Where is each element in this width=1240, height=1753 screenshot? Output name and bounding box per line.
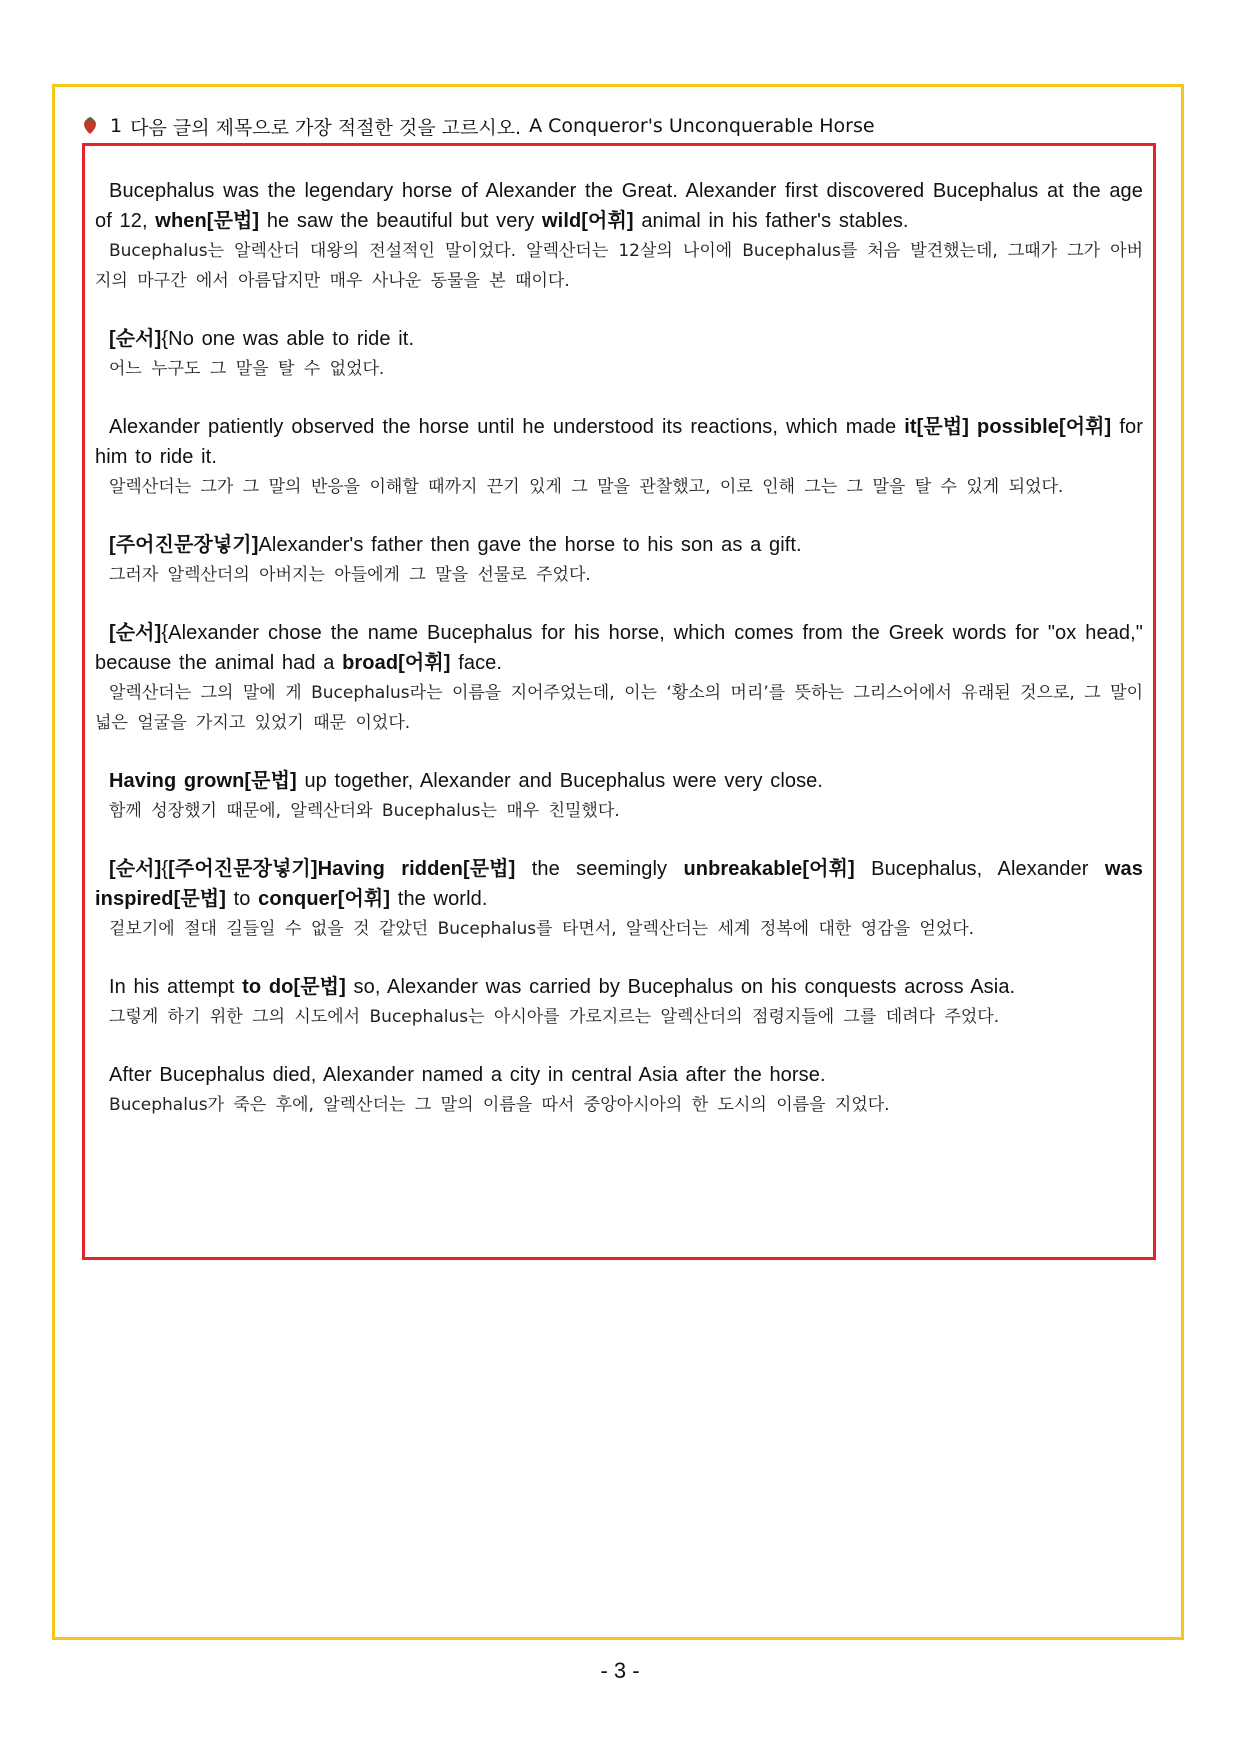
korean-translation: 그렇게 하기 위한 그의 시도에서 Bucephalus는 아시아를 가로지르는 알렉산더의 점령지들에 그를 데려다 주었다.	[109, 1007, 1000, 1027]
sentence-text: Alexander patiently observed the horse until he understood its reactions, which made	[109, 416, 905, 438]
question-header	[82, 110, 875, 142]
grammar-vocab-tag: it[문법] possible[어휘]	[904, 416, 1112, 438]
grammar-vocab-tag: [순서]	[109, 328, 162, 350]
sentence-text: the seemingly	[515, 858, 684, 880]
korean-translation: 알렉산더는 그가 그 말의 반응을 이해할 때까지 끈기 있게 그 말을 관찰했고, 이로 인해 그는 그 말을 탈 수 있게 되었다.	[109, 477, 1064, 497]
korean-translation: Bucephalus가 죽은 후에, 알렉산더는 그 말의 이름을 따서 중앙아시아의 한 도시의 이름을 지었다.	[109, 1095, 890, 1115]
answer-title: A Conqueror's Unconquerable Horse	[529, 115, 875, 137]
sentence-text: After Bucephalus died, Alexander named a city in central Asia after the horse.	[109, 1064, 826, 1086]
english-sentence	[95, 530, 1143, 560]
sentence-text: to	[225, 888, 259, 910]
passage-block	[95, 972, 1143, 1032]
passage-block	[95, 854, 1143, 944]
strawberry-bullet-icon	[82, 117, 98, 135]
english-sentence	[95, 972, 1143, 1002]
english-sentence	[95, 176, 1143, 236]
sentence-text: Bucephalus, Alexander	[854, 858, 1105, 880]
sentence-text: he saw the beautiful but very	[259, 210, 542, 232]
grammar-vocab-tag: [주어진문장넣기]Having ridden[문법]	[168, 858, 516, 880]
sentence-text: animal in his father's stables.	[633, 210, 909, 232]
sentence-text: up together, Alexander and Bucephalus were very close.	[296, 770, 824, 792]
korean-translation: 함께 성장했기 때문에, 알렉산더와 Bucephalus는 매우 친밀했다.	[109, 801, 620, 821]
page-number: - 3 -	[600, 1658, 640, 1683]
grammar-vocab-tag: [주어진문장넣기]	[109, 534, 259, 556]
sentence-text: Alexander's father then gave the horse to his son as a gift.	[258, 534, 802, 556]
sentence-text: for him to ride it.	[95, 416, 1143, 468]
english-sentence	[95, 324, 1143, 354]
english-sentence	[95, 854, 1143, 914]
sentence-text: Bucephalus was the legendary horse of Alexander the Great. Alexander first discovered Bucephalus at the age of 12,	[95, 180, 1143, 232]
passage-block	[95, 618, 1143, 738]
passage-block	[95, 1060, 1143, 1120]
sentence-text: so, Alexander was carried by Bucephalus on his conquests across Asia.	[345, 976, 1016, 998]
korean-translation: 그러자 알렉산더의 아버지는 아들에게 그 말을 선물로 주었다.	[109, 565, 591, 585]
passage-box	[82, 143, 1156, 1260]
grammar-vocab-tag: was inspired[문법]	[95, 858, 1143, 910]
grammar-vocab-tag: [순서]	[109, 622, 162, 644]
passage-block	[95, 324, 1143, 384]
english-sentence	[95, 618, 1143, 678]
grammar-vocab-tag: Having grown[문법]	[109, 770, 297, 792]
grammar-vocab-tag: [순서]	[109, 858, 162, 880]
grammar-vocab-tag: unbreakable[어휘]	[683, 858, 855, 880]
question-prompt: 다음 글의 제목으로 가장 적절한 것을 고르시오.	[130, 116, 522, 139]
sentence-text: the world.	[390, 888, 488, 910]
korean-translation: 겉보기에 절대 길들일 수 없을 것 같았던 Bucephalus를 타면서, 알렉산더는 세계 정복에 대한 영감을 얻었다.	[109, 919, 975, 939]
sentence-text: face.	[450, 652, 503, 674]
passage-block	[95, 530, 1143, 590]
passage-block	[95, 766, 1143, 826]
sentence-text: {	[161, 858, 169, 880]
question-number: 1	[110, 115, 123, 137]
grammar-vocab-tag: when[문법]	[155, 210, 260, 232]
grammar-vocab-tag: to do[문법]	[242, 976, 346, 998]
passage-block	[95, 412, 1143, 502]
grammar-vocab-tag: broad[어휘]	[342, 652, 451, 674]
english-sentence	[95, 766, 1143, 796]
korean-translation: Bucephalus는 알렉산더 대왕의 전설적인 말이었다. 알렉산더는 12살의 나이에 Bucephalus를 처음 발견했는데, 그때가 그가 아버지의 마구간 에서 아름답지만 매우 사나운 동물을 본 때이다.	[95, 241, 1143, 291]
korean-translation: 어느 누구도 그 말을 탈 수 없었다.	[109, 359, 385, 379]
sentence-text: {Alexander chose the name Bucephalus for his horse, which comes from the Greek words for "ox head," because the animal had a	[95, 622, 1143, 674]
korean-translation: 알렉산더는 그의 말에 게 Bucephalus라는 이름을 지어주었는데, 이는 ‘황소의 머리’를 뜻하는 그리스어에서 유래된 것으로, 그 말이 넓은 얼굴을 가지고 있었기 때문 이었다.	[95, 683, 1143, 733]
sentence-text: In his attempt	[109, 976, 243, 998]
sentence-text: {No one was able to ride it.	[161, 328, 415, 350]
passage-block	[95, 176, 1143, 296]
grammar-vocab-tag: conquer[어휘]	[258, 888, 391, 910]
english-sentence	[95, 412, 1143, 472]
english-sentence	[95, 1060, 1143, 1090]
grammar-vocab-tag: wild[어휘]	[542, 210, 634, 232]
